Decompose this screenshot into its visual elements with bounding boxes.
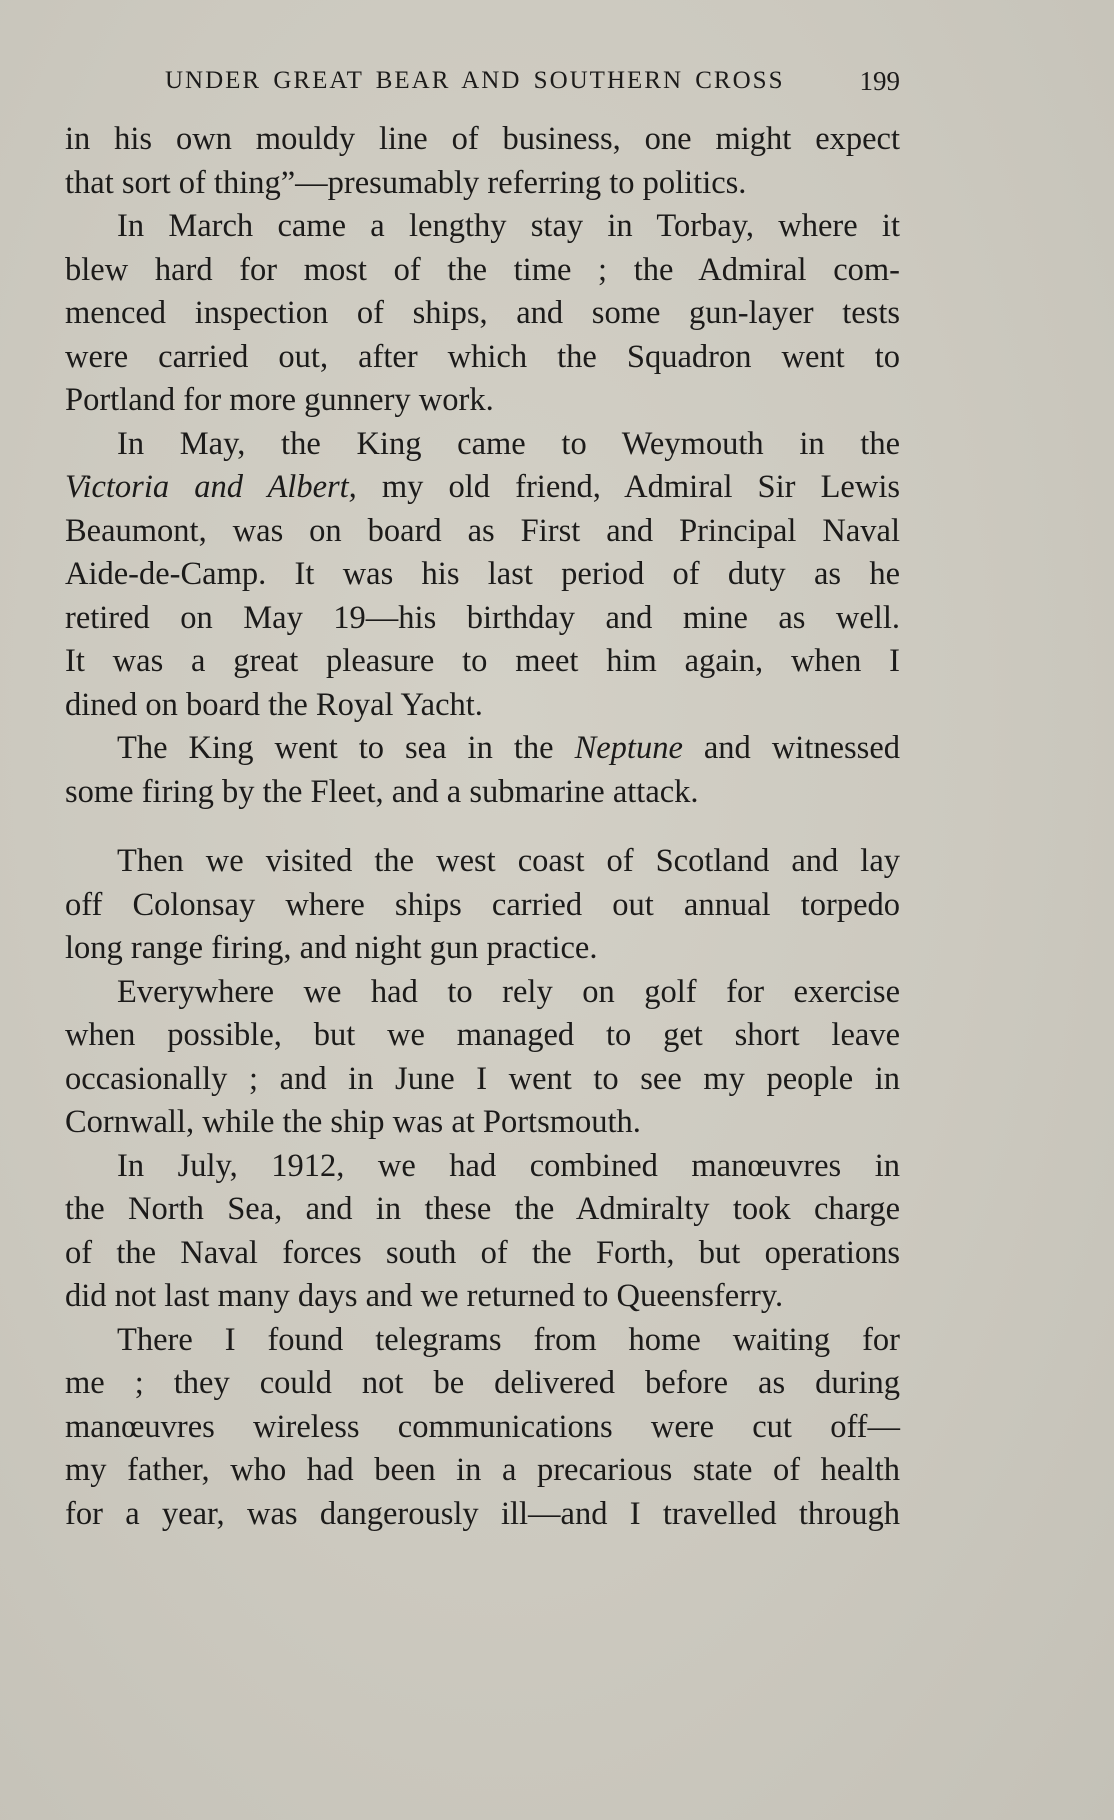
text-fragment: my old friend, Admiral Sir Lewis (356, 469, 901, 505)
text-line: for a year, was dangerously ill—and I travelled through (65, 1495, 900, 1532)
text-line: Beaumont, was on board as First and Principal Naval (65, 512, 900, 549)
text-fragment: and witnessed (682, 730, 900, 766)
text-line: Then we visited the west coast of Scotland and lay (117, 843, 900, 879)
text-line: long range firing, and night gun practice. (65, 930, 598, 966)
text-line: In July, 1912, we had combined manœuvres in (117, 1147, 900, 1184)
text-line: my father, who had been in a precarious state of health (65, 1452, 900, 1488)
text-line: some firing by the Fleet, and a submarine attack. (65, 773, 699, 810)
text-line: that sort of thing”—presumably referring to politics. (65, 164, 747, 201)
running-header (65, 64, 900, 98)
text-line: There I found telegrams from home waiting for (117, 1321, 900, 1358)
italic-ship-name: Neptune (574, 730, 683, 766)
text-line: Aide-de-Camp. It was his last period of duty as he (65, 556, 900, 592)
text-line: did not last many days and we returned to Queensferry. (65, 1278, 784, 1314)
text-line: when possible, but we managed to get short leave (65, 1017, 900, 1053)
text-line: Portland for more gunnery work. (65, 382, 494, 418)
text-line: blew hard for most of the time ; the Admiral com- (65, 251, 900, 288)
text-line: It was a great pleasure to meet him again, when I (65, 643, 900, 679)
running-title: UNDER GREAT BEAR AND SOUTHERN CROSS (165, 67, 785, 94)
text-line (65, 466, 900, 510)
text-line: menced inspection of ships, and some gun-layer tests (65, 295, 900, 331)
text-line: dined on board the Royal Yacht. (65, 686, 483, 723)
text-line: me ; they could not be delivered before as during (65, 1365, 900, 1401)
text-line: manœuvres wireless communications were cut off— (65, 1408, 900, 1445)
italic-ship-name: Victoria and Albert, (65, 469, 357, 505)
text-fragment: The King went to sea in the (117, 730, 575, 766)
text-line (65, 727, 900, 771)
text-line: were carried out, after which the Squadron went to (65, 338, 900, 375)
text-line: in his own mouldy line of business, one might expect (65, 121, 900, 157)
text-line: Cornwall, while the ship was at Portsmouth. (65, 1104, 641, 1140)
text-line: off Colonsay where ships carried out annual torpedo (65, 886, 900, 923)
text-line: occasionally ; and in June I went to see my people in (65, 1060, 900, 1097)
text-line: In March came a lengthy stay in Torbay, where it (117, 208, 900, 244)
text-line: of the Naval forces south of the Forth, but operations (65, 1234, 900, 1271)
text-line: In May, the King came to Weymouth in the (117, 425, 900, 462)
text-line: the North Sea, and in these the Admiralty took charge (65, 1191, 900, 1227)
body-text (65, 118, 900, 1536)
page-number: 199 (859, 66, 900, 96)
text-line: Everywhere we had to rely on golf for exercise (117, 973, 900, 1010)
text-line: retired on May 19—his birthday and mine as well. (65, 599, 900, 636)
